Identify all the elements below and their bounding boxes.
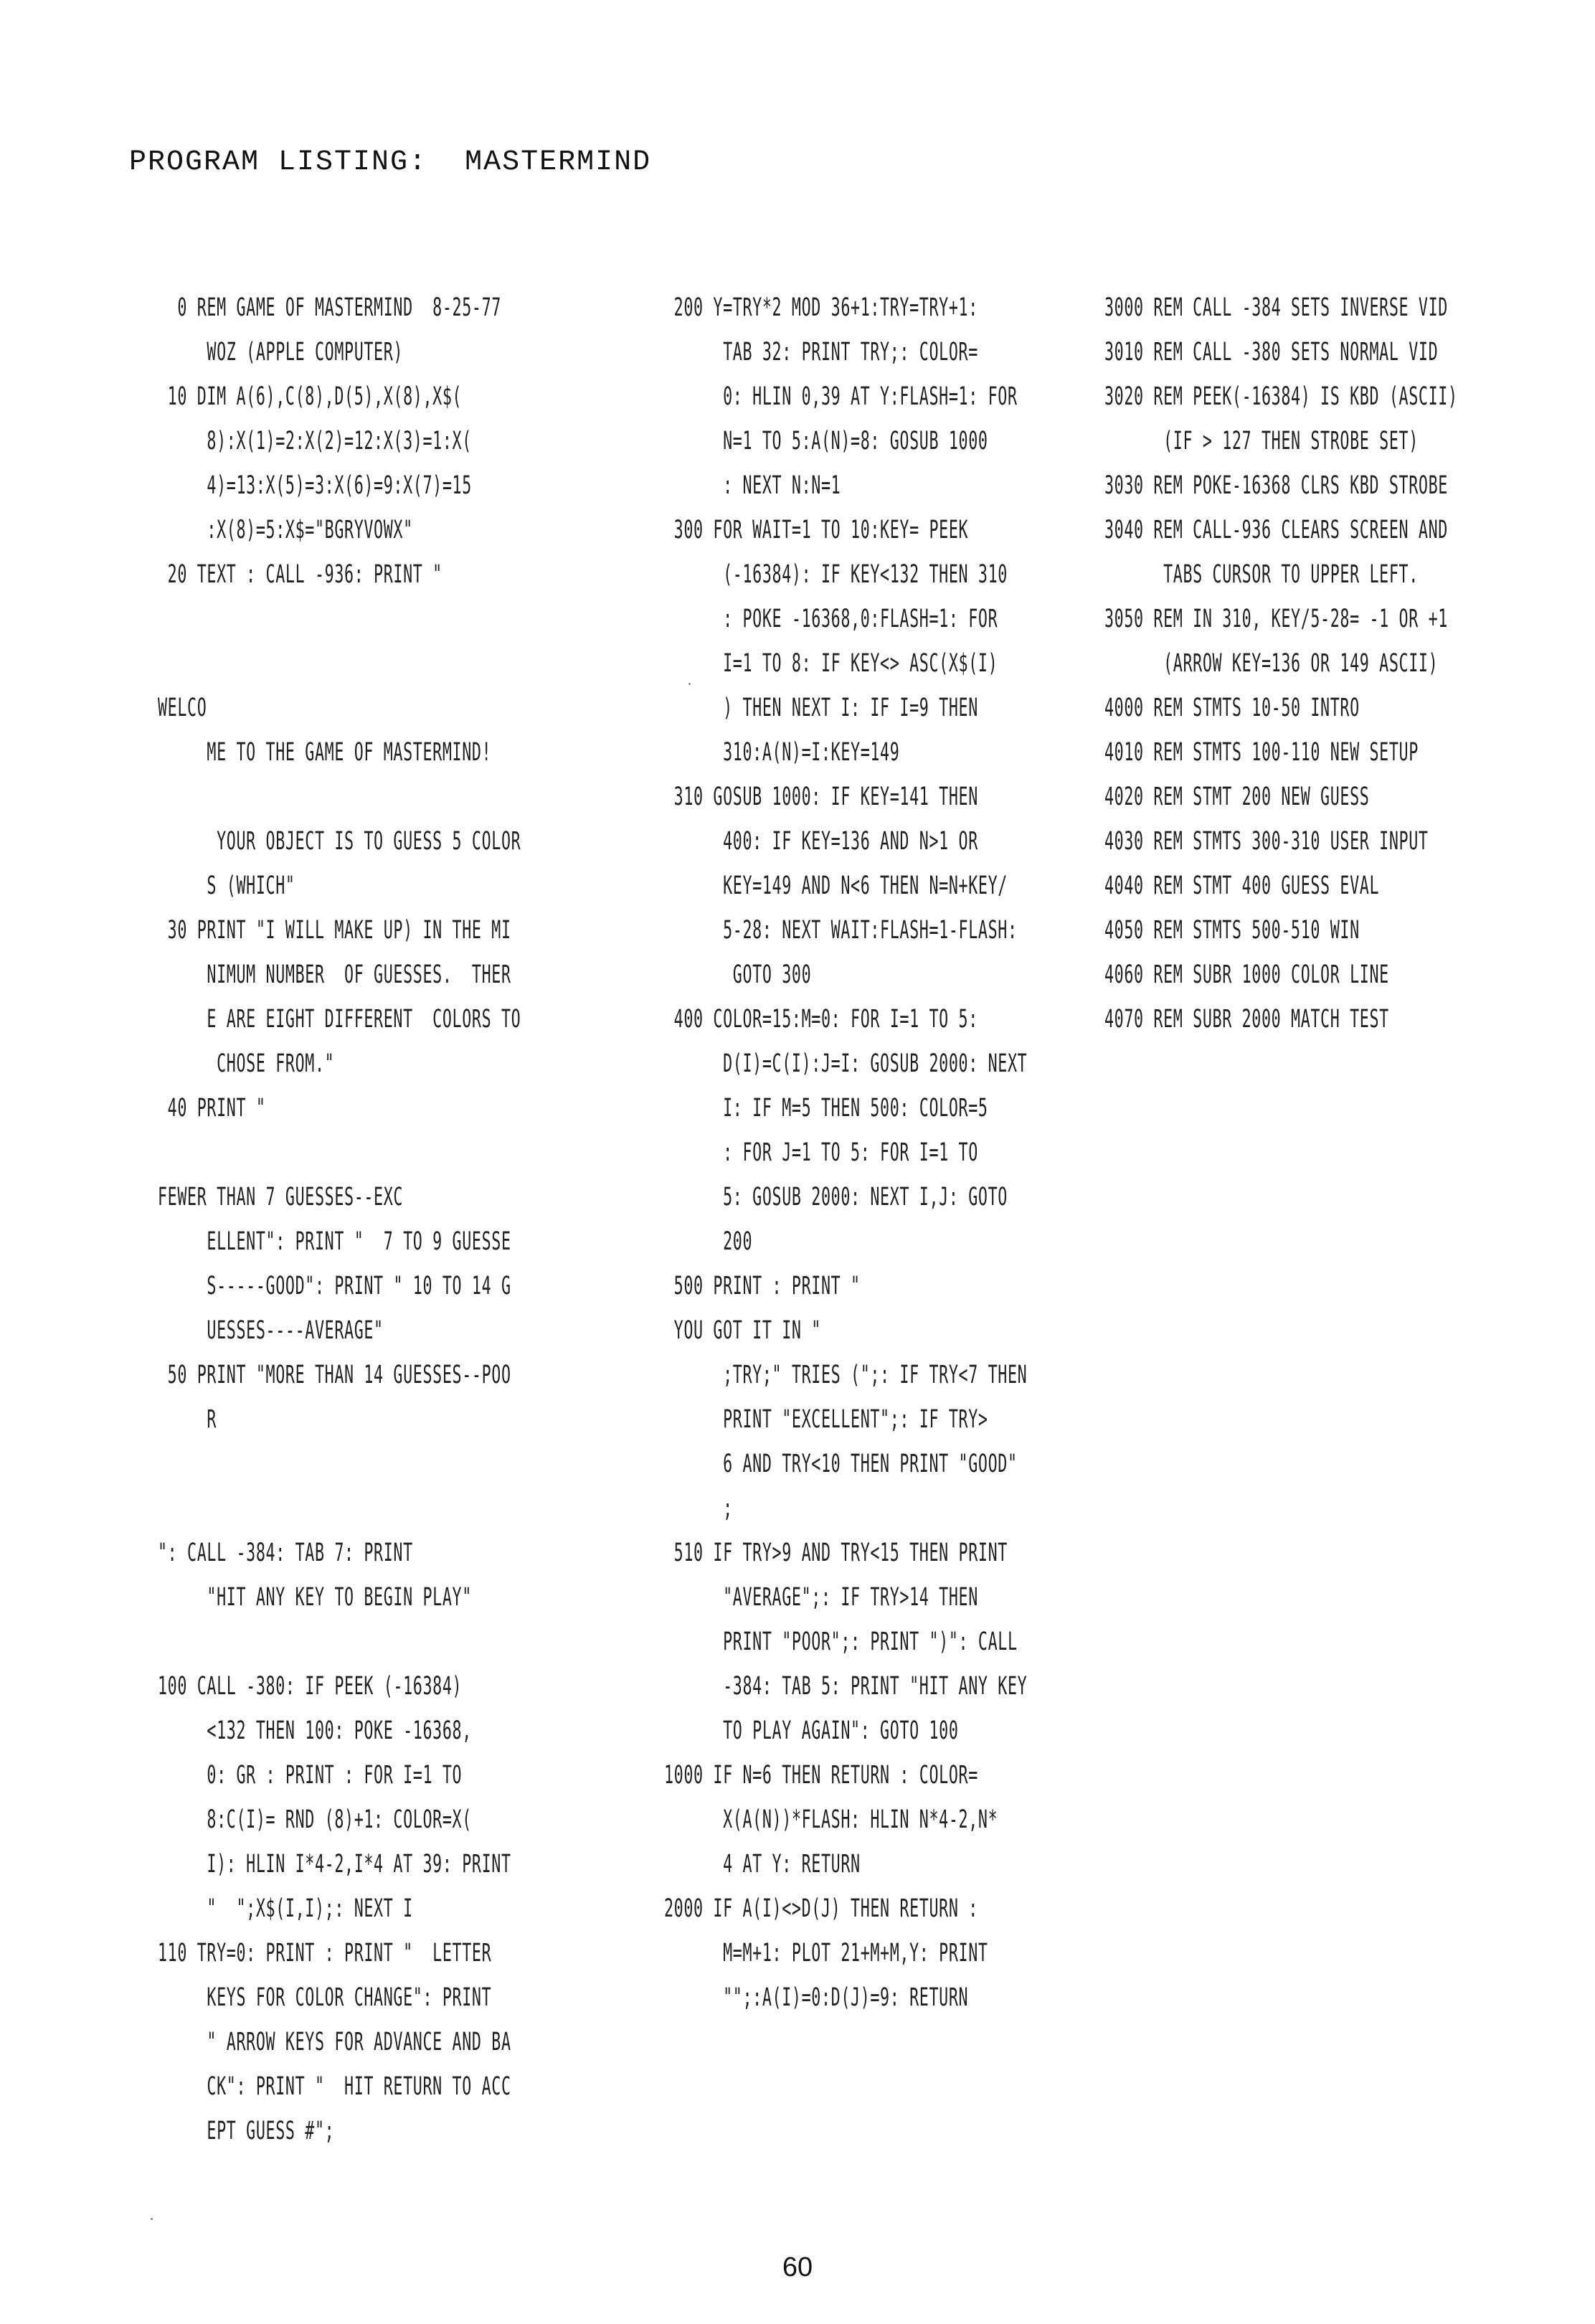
code-line: 3050 REM IN 310, KEY/5-28= -1 OR +1 (1104, 605, 1448, 633)
code-line: 0 REM GAME OF MASTERMIND 8-25-77 (158, 293, 501, 322)
code-line: TO PLAY AGAIN": GOTO 100 (664, 1716, 959, 1745)
code-line: CK": PRINT " HIT RETURN TO ACC (158, 2072, 511, 2101)
code-line: R (158, 1405, 217, 1434)
code-line: 100 CALL -380: IF PEEK (-16384) (158, 1672, 463, 1701)
code-line: WOZ (APPLE COMPUTER) (158, 338, 404, 367)
code-line: WELCO (158, 694, 207, 722)
code-line: PRINT "EXCELLENT";: IF TRY> (664, 1405, 988, 1434)
code-line: YOU GOT IT IN " (664, 1316, 821, 1345)
listing-column-3 (1104, 285, 1458, 1041)
code-line: 4030 REM STMTS 300-310 USER INPUT (1104, 827, 1429, 856)
code-line (158, 1442, 521, 1486)
code-line: 5-28: NEXT WAIT:FLASH=1-FLASH: (664, 916, 1018, 945)
code-line: 40 PRINT " (158, 1094, 266, 1123)
code-line: 30 PRINT "I WILL MAKE UP) IN THE MI (158, 916, 511, 945)
code-line (158, 775, 521, 819)
code-line: YOUR OBJECT IS TO GUESS 5 COLOR (158, 827, 521, 856)
code-line: TAB 32: PRINT TRY;: COLOR= (664, 338, 978, 367)
code-line: "HIT ANY KEY TO BEGIN PLAY" (158, 1583, 472, 1612)
code-line: EPT GUESS #"; (158, 2117, 335, 2145)
code-line: 3020 REM PEEK(-16384) IS KBD (ASCII) (1104, 382, 1458, 411)
code-line: 400 COLOR=15:M=0: FOR I=1 TO 5: (664, 1005, 978, 1034)
code-line: X(A(N))*FLASH: HLIN N*4-2,N* (664, 1805, 998, 1834)
code-line: 4010 REM STMTS 100-110 NEW SETUP (1104, 738, 1419, 767)
code-line: 8:C(I)= RND (8)+1: COLOR=X( (158, 1805, 472, 1834)
listing-column-2 (664, 285, 1027, 2020)
code-line: NIMUM NUMBER OF GUESSES. THER (158, 960, 511, 989)
code-line: 8):X(1)=2:X(2)=12:X(3)=1:X( (158, 427, 472, 455)
code-line: ": CALL -384: TAB 7: PRINT (158, 1539, 413, 1567)
code-line: 4)=13:X(5)=3:X(6)=9:X(7)=15 (158, 471, 472, 500)
code-line: 3040 REM CALL-936 CLEARS SCREEN AND (1104, 516, 1448, 544)
code-line: ; (664, 1494, 733, 1523)
code-line: ;TRY;" TRIES (";: IF TRY<7 THEN (664, 1361, 1028, 1389)
code-line: <132 THEN 100: POKE -16368, (158, 1716, 472, 1745)
code-line: -384: TAB 5: PRINT "HIT ANY KEY (664, 1672, 1028, 1701)
scan-speck (151, 2218, 153, 2220)
code-line: " ARROW KEYS FOR ADVANCE AND BA (158, 2028, 511, 2056)
code-line: 310 GOSUB 1000: IF KEY=141 THEN (664, 783, 978, 811)
scan-speck (688, 683, 691, 685)
code-line: I: IF M=5 THEN 500: COLOR=5 (664, 1094, 988, 1123)
code-line: 0: GR : PRINT : FOR I=1 TO (158, 1761, 463, 1790)
code-line: TABS CURSOR TO UPPER LEFT. (1104, 560, 1419, 589)
code-line: 6 AND TRY<10 THEN PRINT "GOOD" (664, 1450, 1018, 1478)
page-number: 60 (782, 2252, 813, 2282)
listing-column-1 (158, 285, 521, 2153)
code-line: 200 (664, 1227, 753, 1256)
code-line: 4000 REM STMTS 10-50 INTRO (1104, 694, 1360, 722)
code-line: 510 IF TRY>9 AND TRY<15 THEN PRINT (664, 1539, 1008, 1567)
code-line: (-16384): IF KEY<132 THEN 310 (664, 560, 1008, 589)
code-line: "AVERAGE";: IF TRY>14 THEN (664, 1583, 978, 1612)
code-line: FEWER THAN 7 GUESSES--EXC (158, 1183, 404, 1211)
code-line (158, 1486, 521, 1531)
code-line: S (WHICH" (158, 872, 295, 900)
code-line: ME TO THE GAME OF MASTERMIND! (158, 738, 492, 767)
code-line: : NEXT N:N=1 (664, 471, 841, 500)
code-line (158, 641, 521, 686)
code-line: 3030 REM POKE-16368 CLRS KBD STROBE (1104, 471, 1448, 500)
code-line: ) THEN NEXT I: IF I=9 THEN (664, 694, 978, 722)
page-title: PROGRAM LISTING: MASTERMIND (129, 146, 652, 179)
code-line: M=M+1: PLOT 21+M+M,Y: PRINT (664, 1939, 988, 1968)
code-line: N=1 TO 5:A(N)=8: GOSUB 1000 (664, 427, 988, 455)
code-line: 20 TEXT : CALL -936: PRINT " (158, 560, 442, 589)
code-line: S-----GOOD": PRINT " 10 TO 14 G (158, 1272, 511, 1300)
code-line: 5: GOSUB 2000: NEXT I,J: GOTO (664, 1183, 1008, 1211)
code-line: :X(8)=5:X$="BGRYVOWX" (158, 516, 413, 544)
code-line: UESSES----AVERAGE" (158, 1316, 384, 1345)
code-line: GOTO 300 (664, 960, 812, 989)
code-line: 0: HLIN 0,39 AT Y:FLASH=1: FOR (664, 382, 1018, 411)
code-line: 50 PRINT "MORE THAN 14 GUESSES--POO (158, 1361, 511, 1389)
code-line: 110 TRY=0: PRINT : PRINT " LETTER (158, 1939, 492, 1968)
code-line: 500 PRINT : PRINT " (664, 1272, 861, 1300)
code-line: 4 AT Y: RETURN (664, 1850, 861, 1879)
code-line: E ARE EIGHT DIFFERENT COLORS TO (158, 1005, 521, 1034)
code-line: : POKE -16368,0:FLASH=1: FOR (664, 605, 998, 633)
code-line: : FOR J=1 TO 5: FOR I=1 TO (664, 1138, 978, 1167)
code-line: PRINT "POOR";: PRINT ")": CALL (664, 1628, 1018, 1656)
code-line: 2000 IF A(I)<>D(J) THEN RETURN : (664, 1894, 978, 1923)
code-line (158, 597, 521, 641)
code-line: "";:A(I)=0:D(J)=9: RETURN (664, 1983, 969, 2012)
code-line: (IF > 127 THEN STROBE SET) (1104, 427, 1419, 455)
code-line: 4050 REM STMTS 500-510 WIN (1104, 916, 1360, 945)
code-line: 1000 IF N=6 THEN RETURN : COLOR= (664, 1761, 978, 1790)
code-line: 4040 REM STMT 400 GUESS EVAL (1104, 872, 1380, 900)
code-line: I=1 TO 8: IF KEY<> ASC(X$(I) (664, 649, 998, 678)
code-line (158, 1620, 521, 1664)
code-line: 4020 REM STMT 200 NEW GUESS (1104, 783, 1370, 811)
code-line: 300 FOR WAIT=1 TO 10:KEY= PEEK (664, 516, 969, 544)
code-line: 310:A(N)=I:KEY=149 (664, 738, 900, 767)
code-line: 3010 REM CALL -380 SETS NORMAL VID (1104, 338, 1439, 367)
code-line: KEY=149 AND N<6 THEN N=N+KEY/ (664, 872, 1008, 900)
code-line: D(I)=C(I):J=I: GOSUB 2000: NEXT (664, 1049, 1028, 1078)
code-line: 3000 REM CALL -384 SETS INVERSE VID (1104, 293, 1448, 322)
code-line: " ";X$(I,I);: NEXT I (158, 1894, 413, 1923)
code-line: ELLENT": PRINT " 7 TO 9 GUESSE (158, 1227, 511, 1256)
code-line: 200 Y=TRY*2 MOD 36+1:TRY=TRY+1: (664, 293, 978, 322)
code-line: 4070 REM SUBR 2000 MATCH TEST (1104, 1005, 1389, 1034)
code-line: 400: IF KEY=136 AND N>1 OR (664, 827, 978, 856)
code-line: CHOSE FROM." (158, 1049, 335, 1078)
code-line (158, 1130, 521, 1175)
code-line: (ARROW KEY=136 OR 149 ASCII) (1104, 649, 1439, 678)
code-line: 10 DIM A(6),C(8),D(5),X(8),X$( (158, 382, 463, 411)
code-line: KEYS FOR COLOR CHANGE": PRINT (158, 1983, 492, 2012)
code-line: I): HLIN I*4-2,I*4 AT 39: PRINT (158, 1850, 511, 1879)
code-line: 4060 REM SUBR 1000 COLOR LINE (1104, 960, 1389, 989)
